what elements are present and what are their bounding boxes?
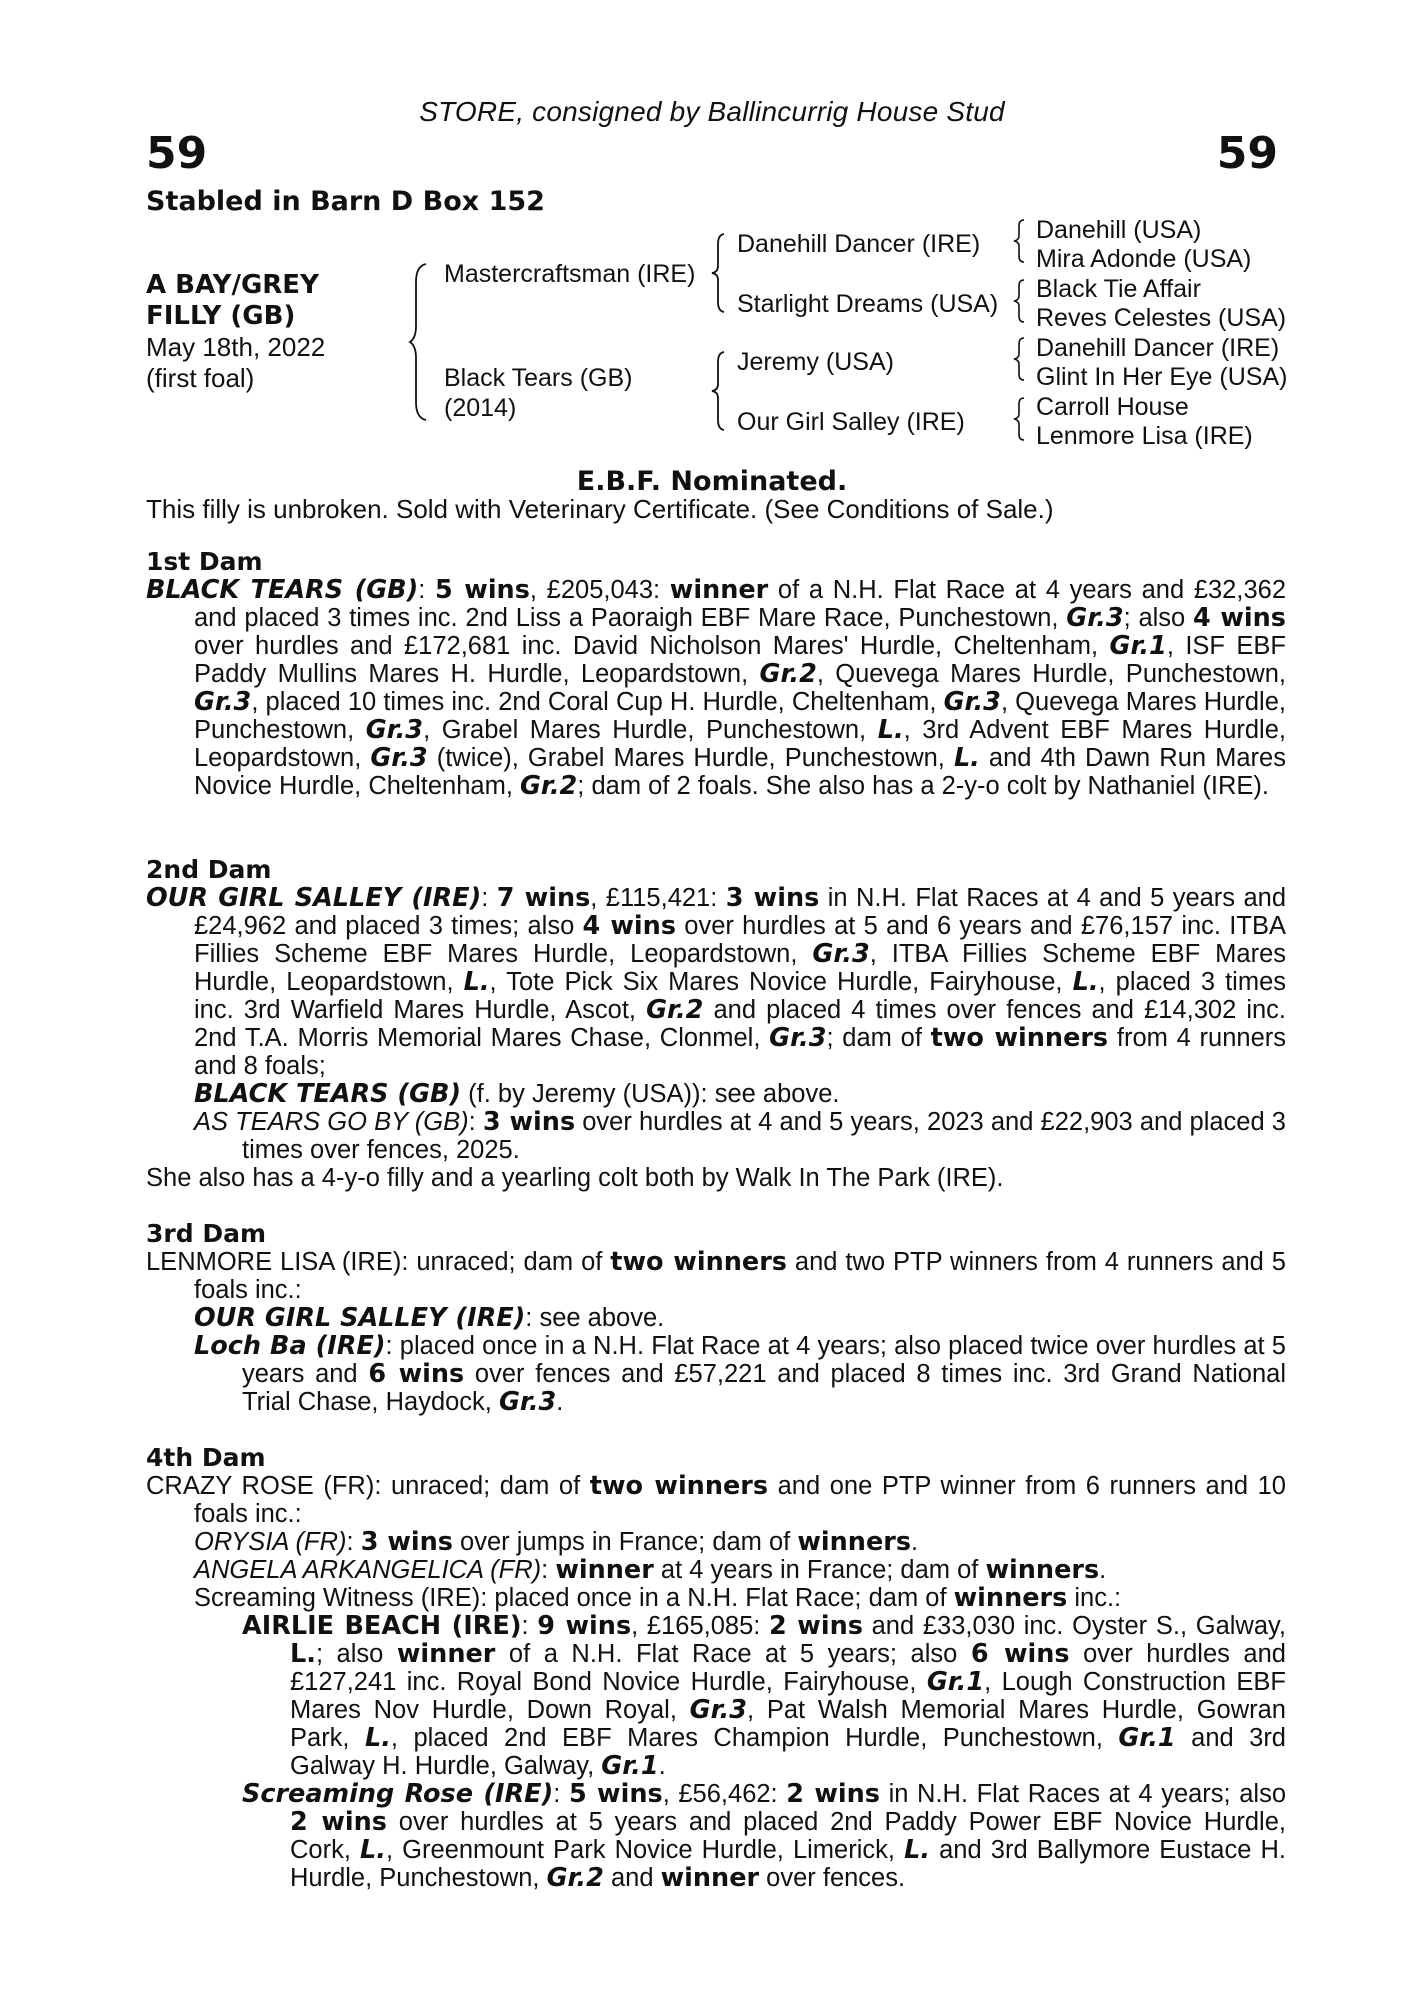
- third-dam-produce-2: Loch Ba (IRE): placed once in a N.H. Flat Race at 4 years; also placed twice over hurdles at 5 years and 6 wins over fences and £57,221 and placed 8 times inc. 3rd Grand National Trial Chase, Haydock, Gr.3.: [194, 1331, 1286, 1417]
- pedigree-g7: Carroll House: [1036, 393, 1189, 421]
- pedigree-g6: Glint In Her Eye (USA): [1036, 363, 1288, 391]
- fourth-dam-grandproduce-1: AIRLIE BEACH (IRE): 9 wins, £165,085: 2 wins and £33,030 inc. Oyster S., Galway, L.; also winner of a N.H. Flat Race at 5 years; also 6 wins over hurdles and £127,241 inc. Royal Bond Novice Hurdle, Fairyhouse, Gr.1, Lough Construction EBF Mares Nov Hurdle, Down Royal, Gr.3, Pat Walsh Memorial Mares Hurdle, Gowran Park, L., placed 2nd EBF Mares Champion Hurdle, Punchestown, Gr.1 and 3rd Galway H. Hurdle, Galway, Gr.1.: [242, 1611, 1286, 1781]
- second-dam-produce-2: AS TEARS GO BY (GB): 3 wins over hurdles at 4 and 5 years, 2023 and £22,903 and placed 3 times over fences, 2025.: [194, 1107, 1286, 1164]
- fourth-dam-record: CRAZY ROSE (FR): unraced; dam of two winners and one PTP winner from 6 runners and 10 foals inc.:: [146, 1471, 1286, 1528]
- pedigree-brace-g1: [1014, 218, 1028, 264]
- pedigree-dam-year: (2014): [444, 394, 517, 422]
- fourth-dam-produce-1: ORYSIA (FR): 3 wins over jumps in France; dam of winners.: [194, 1527, 919, 1557]
- second-dam-produce-1: BLACK TEARS (GB) (f. by Jeremy (USA)): see above.: [194, 1079, 840, 1109]
- pedigree-brace-g4: [1014, 396, 1028, 442]
- foaling-date: May 18th, 2022: [146, 332, 326, 362]
- pedigree-dam: Black Tears (GB): [444, 364, 633, 392]
- foal-note: (first foal): [146, 363, 255, 393]
- first-dam-record: BLACK TEARS (GB): 5 wins, £205,043: winner of a N.H. Flat Race at 4 years and £32,362 and placed 3 times inc. 2nd Liss a Paoraigh EBF Mare Race, Punchestown, Gr.3; also 4 wins over hurdles and £172,681 inc. David Nicholson Mares' Hurdle, Cheltenham, Gr.1, ISF EBF Paddy Mullins Mares H. Hurdle, Leopardstown, Gr.2, Quevega Mares Hurdle, Punchestown, Gr.3, placed 10 times inc. 2nd Coral Cup H. Hurdle, Cheltenham, Gr.3, Quevega Mares Hurdle, Punchestown, Gr.3, Grabel Mares Hurdle, Punchestown, L., 3rd Advent EBF Mares Hurdle, Leopardstown, Gr.3 (twice), Grabel Mares Hurdle, Punchestown, L. and 4th Dawn Run Mares Novice Hurdle, Cheltenham, Gr.2; dam of 2 foals. She also has a 2-y-o colt by Nathaniel (IRE).: [146, 575, 1286, 801]
- second-dam-record: OUR GIRL SALLEY (IRE): 7 wins, £115,421: 3 wins in N.H. Flat Races at 4 and 5 years and £24,962 and placed 3 times; also 4 wins over hurdles at 5 and 6 years and £76,157 inc. ITBA Fillies Scheme EBF Mares Hurdle, Leopardstown, Gr.3, ITBA Fillies Scheme EBF Mares Hurdle, Leopardstown, L., Tote Pick Six Mares Novice Hurdle, Fairyhouse, L., placed 3 times inc. 3rd Warfield Mares Hurdle, Ascot, Gr.2 and placed 4 times over fences and £14,302 inc. 2nd T.A. Morris Memorial Mares Chase, Clonmel, Gr.3; dam of two winners from 4 runners and 8 foals;: [146, 883, 1287, 1080]
- lot-number-right: 59: [1216, 128, 1278, 179]
- pedigree-brace-dam: [712, 350, 728, 432]
- second-dam-title: 2nd Dam: [146, 855, 272, 884]
- pedigree-g2: Mira Adonde (USA): [1036, 245, 1252, 273]
- pedigree-brace-g2: [1014, 278, 1028, 324]
- fourth-dam-produce-3: Screaming Witness (IRE): placed once in a N.H. Flat Race; dam of winners inc.:: [194, 1583, 1122, 1613]
- sale-conditions-note: This filly is unbroken. Sold with Veterinary Certificate. (See Conditions of Sale.): [146, 494, 1054, 524]
- ebf-nomination: E.B.F. Nominated.: [576, 466, 848, 497]
- pedigree-g8: Lenmore Lisa (IRE): [1036, 422, 1253, 450]
- pedigree-brace-sire: [712, 232, 728, 314]
- pedigree-dam-dam: Our Girl Salley (IRE): [737, 408, 965, 436]
- pedigree-g4: Reves Celestes (USA): [1036, 304, 1287, 332]
- pedigree-dam-sire: Jeremy (USA): [737, 348, 894, 376]
- horse-sex-line: FILLY (GB): [146, 301, 296, 331]
- second-dam-footer: She also has a 4-y-o filly and a yearling colt both by Walk In The Park (IRE).: [146, 1164, 1004, 1192]
- lot-number-left: 59: [146, 128, 208, 179]
- stabling-info: Stabled in Barn D Box 152: [146, 186, 545, 217]
- third-dam-record: LENMORE LISA (IRE): unraced; dam of two winners and two PTP winners from 4 runners and 5 foals inc.:: [146, 1247, 1286, 1304]
- pedigree-g1: Danehill (USA): [1036, 216, 1202, 244]
- third-dam-title: 3rd Dam: [146, 1219, 266, 1248]
- pedigree-g5: Danehill Dancer (IRE): [1036, 334, 1280, 362]
- pedigree-sire-dam: Starlight Dreams (USA): [737, 290, 999, 318]
- pedigree-sire-sire: Danehill Dancer (IRE): [737, 230, 981, 258]
- fourth-dam-grandproduce-2: Screaming Rose (IRE): 5 wins, £56,462: 2 wins in N.H. Flat Races at 4 years; also 2 wins over hurdles at 5 years and placed 2nd Paddy Power EBF Novice Hurdle, Cork, L., Greenmount Park Novice Hurdle, Limerick, L. and 3rd Ballymore Eustace H. Hurdle, Punchestown, Gr.2 and winner over fences.: [242, 1779, 1287, 1893]
- sale-header: STORE, consigned by Ballincurrig House Stud: [419, 96, 1005, 127]
- pedigree-brace-main: [410, 262, 430, 422]
- first-dam-section: [146, 548, 1286, 800]
- first-dam-title: 1st Dam: [146, 547, 263, 576]
- fourth-dam-title: 4th Dam: [146, 1443, 266, 1472]
- pedigree-brace-g3: [1014, 336, 1028, 382]
- fourth-dam-produce-2: ANGELA ARKANGELICA (FR): winner at 4 years in France; dam of winners.: [194, 1555, 1107, 1585]
- horse-description: [146, 270, 325, 394]
- pedigree-sire: Mastercraftsman (IRE): [444, 260, 696, 288]
- pedigree-g3: Black Tie Affair: [1036, 275, 1201, 303]
- third-dam-section: [146, 1220, 1286, 1416]
- third-dam-produce-1: OUR GIRL SALLEY (IRE): see above.: [194, 1303, 665, 1333]
- fourth-dam-section: [146, 1444, 1286, 1892]
- second-dam-section: [146, 856, 1286, 1192]
- horse-colour-line: A BAY/GREY: [146, 270, 319, 300]
